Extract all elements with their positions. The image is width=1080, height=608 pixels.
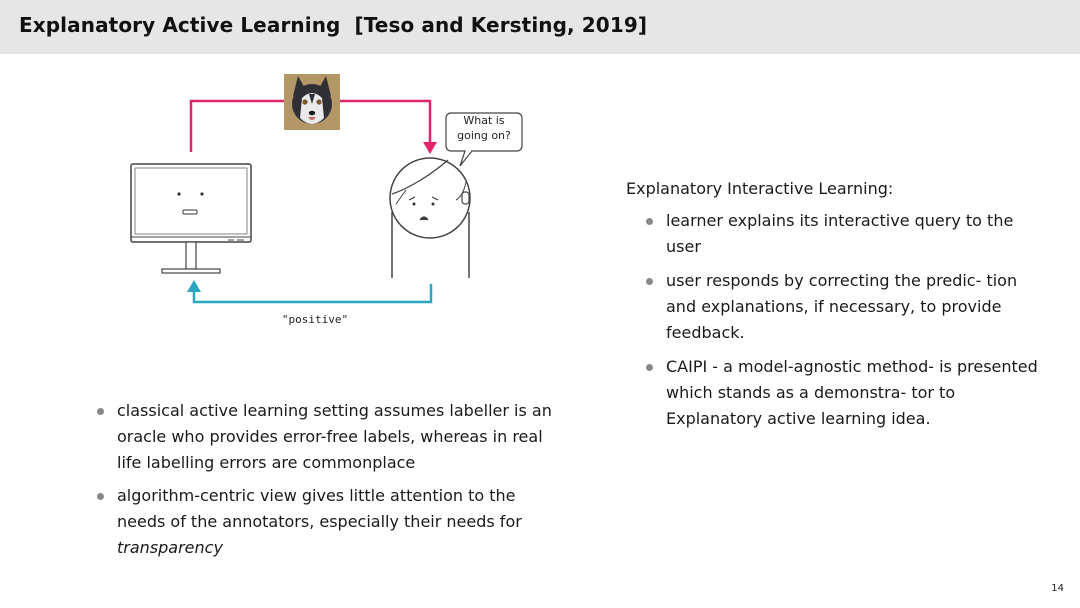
- list-item: [626, 268, 1046, 346]
- bullet-dot-icon: [646, 364, 653, 371]
- interaction-diagram: [120, 70, 540, 340]
- bullet-dot-icon: [646, 278, 653, 285]
- left-bullet-list: [77, 398, 557, 561]
- speech-line-1: What is: [463, 114, 505, 127]
- list-item-text: user responds by correcting the predic- tion and explanations, if necessary, to provide feedback.: [666, 271, 1018, 342]
- speech-bubble-text: [446, 113, 522, 151]
- list-item-text: CAIPI - a model-agnostic method- is presented which stands as a demonstra- tor to Explanatory active learning idea.: [666, 357, 1038, 428]
- list-item: [77, 398, 557, 476]
- feedback-label: "positive": [281, 313, 349, 326]
- right-column: [626, 176, 1046, 440]
- list-item-text: algorithm-centric view gives little attention to the needs of the annotators, especially their needs for: [117, 486, 522, 531]
- emphasis-text: transparency: [117, 538, 223, 557]
- list-item: [77, 483, 557, 561]
- bullet-dot-icon: [97, 408, 104, 415]
- husky-dog-photo: [284, 74, 340, 130]
- list-item-text: classical active learning setting assumes labeller is an oracle who provides error-free labels, whereas in real life labelling errors are commonplace: [117, 401, 552, 472]
- user-person-icon: [390, 158, 470, 278]
- speech-line-2: going on?: [457, 129, 511, 142]
- slide-title: [19, 13, 647, 37]
- query-arrowhead: [423, 142, 437, 154]
- title-citation: [Teso and Kersting, 2019]: [354, 13, 648, 37]
- list-item: [626, 208, 1046, 260]
- computer-monitor-icon: [131, 164, 251, 273]
- right-bullet-list: [626, 208, 1046, 432]
- title-text: Explanatory Active Learning: [19, 13, 341, 37]
- page-number: 14: [1051, 583, 1064, 594]
- bullet-dot-icon: [97, 493, 104, 500]
- list-item: [626, 354, 1046, 432]
- list-item-text: learner explains its interactive query to the user: [666, 211, 1014, 256]
- title-bar: [0, 0, 1080, 54]
- right-heading: Explanatory Interactive Learning:: [626, 179, 894, 198]
- feedback-arrow: [194, 284, 431, 302]
- bullet-dot-icon: [646, 218, 653, 225]
- feedback-arrowhead: [187, 280, 201, 292]
- left-column: [77, 398, 557, 568]
- husky-dog-icon: [284, 74, 340, 130]
